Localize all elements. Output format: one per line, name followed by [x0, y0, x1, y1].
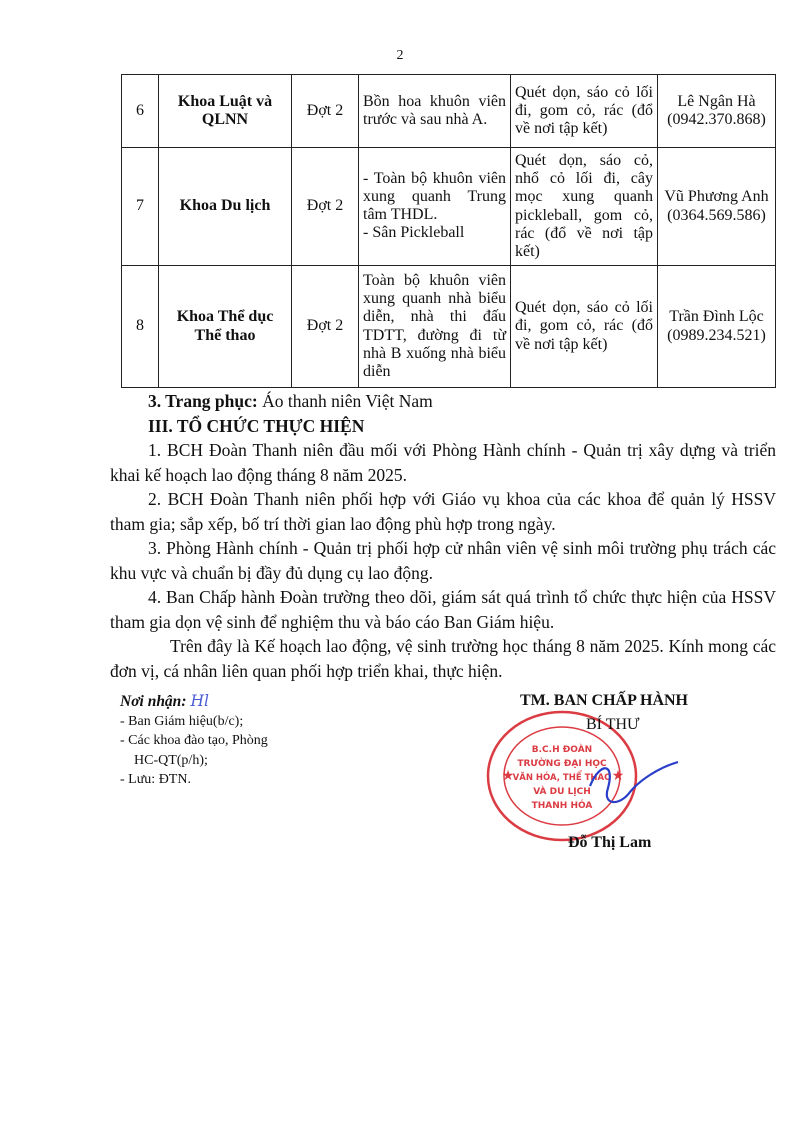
- row-unit: Khoa Thể dục Thể thao: [159, 266, 292, 388]
- official-stamp-icon: [480, 702, 680, 842]
- location-line: - Sân Pickleball: [363, 224, 465, 242]
- stamp-line: B.C.H ĐOÀN: [531, 745, 593, 755]
- signature-title: TM. BAN CHẤP HÀNH: [520, 692, 688, 709]
- row-phase: Đợt 2: [292, 75, 359, 148]
- stamp-line: THANH HÓA: [531, 801, 593, 811]
- section-heading: III. TỔ CHỨC THỰC HIỆN: [148, 415, 365, 436]
- recipient-item: - Các khoa đào tạo, Phòng: [120, 733, 268, 748]
- responsible-name: Lê Ngân Hà: [677, 92, 756, 110]
- attire-value: Áo thanh niên Việt Nam: [257, 391, 433, 411]
- responsible-phone: (0989.234.521): [667, 326, 766, 344]
- row-task: Quét dọn, sáo cỏ, nhổ cỏ lối đi, cây mọc xung quanh pickleball, gom cỏ, rác (đổ về nơi tập kết): [511, 148, 658, 266]
- signatory-name: Đỗ Thị Lam: [568, 834, 652, 851]
- recipients-heading: Nơi nhận: Hl: [120, 692, 209, 710]
- row-responsible: [658, 148, 776, 266]
- signature-role: BÍ THƯ: [586, 716, 640, 733]
- attire-line: [110, 389, 776, 414]
- recipient-item: - Ban Giám hiệu(b/c);: [120, 713, 244, 729]
- paragraph: 4. Ban Chấp hành Đoàn trường theo dõi, giám sát quá trình tổ chức thực hiện của HSSV tham gia dọn vệ sinh để nghiệm thu và báo cáo Ban Giám hiệu.: [110, 587, 776, 632]
- table-row: [122, 148, 776, 266]
- responsible-phone: (0942.370.868): [667, 111, 766, 128]
- row-index: 7: [122, 148, 159, 266]
- recipient-item: HC-QT(p/h);: [134, 752, 208, 768]
- assignment-table: [121, 74, 776, 388]
- stamp-line: VĂN HÓA, THỂ THAO: [512, 773, 612, 783]
- row-location: [359, 75, 511, 148]
- paragraph: 3. Phòng Hành chính - Quản trị phối hợp cử nhân viên vệ sinh môi trường phụ trách các khu vực và chuẩn bị đầy đủ dụng cụ lao động.: [110, 538, 776, 583]
- responsible-name: Vũ Phương Anh: [664, 188, 769, 206]
- row-task: Quét dọn, sáo cỏ lối đi, gom cỏ, rác (đổ về nơi tập kết): [511, 266, 658, 388]
- row-task: Quét dọn, sáo cỏ lối đi, gom cỏ, rác (đổ về nơi tập kết): [511, 75, 658, 148]
- handwritten-initials: Hl: [190, 692, 209, 710]
- stamp-line: VÀ DU LỊCH: [533, 787, 591, 797]
- location-line: Bồn hoa khuôn viên trước và sau nhà A.: [363, 92, 506, 128]
- row-index: 8: [122, 266, 159, 388]
- row-responsible: [658, 266, 776, 388]
- closing-paragraph: Trên đây là Kế hoạch lao động, vệ sinh trường học tháng 8 năm 2025. Kính mong các đơn vị, cá nhân liên quan phối hợp triển khai, thực hiện.: [110, 636, 776, 681]
- table-row: [122, 266, 776, 388]
- row-index: 6: [122, 75, 159, 148]
- page-number: 2: [396, 48, 404, 63]
- row-phase: Đợt 2: [292, 266, 359, 388]
- svg-text:★: ★: [611, 768, 625, 784]
- location-line: - Toàn bộ khuôn viên xung quanh Trung tâm THDL.: [363, 170, 506, 224]
- row-responsible: [658, 75, 776, 148]
- responsible-name: Trần Đình Lộc: [669, 308, 764, 326]
- recipient-item: - Lưu: ĐTN.: [120, 772, 191, 787]
- row-unit: Khoa Du lịch: [159, 148, 292, 266]
- responsible-phone: (0364.569.586): [667, 206, 766, 224]
- table-row: [122, 75, 776, 148]
- svg-text:★: ★: [501, 768, 515, 784]
- paragraph: 2. BCH Đoàn Thanh niên phối hợp với Giáo vụ khoa của các khoa để quản lý HSSV tham gia; sắp xếp, bố trí thời gian lao động phù hợp trong ngày.: [110, 489, 776, 534]
- row-phase: Đợt 2: [292, 148, 359, 266]
- row-unit: Khoa Luật và QLNN: [159, 75, 292, 148]
- stamp-line: TRƯỜNG ĐẠI HỌC: [517, 759, 607, 769]
- paragraph: 1. BCH Đoàn Thanh niên đầu mối với Phòng Hành chính - Quản trị xây dựng và triển khai kế hoạch lao động tháng 8 năm 2025.: [110, 440, 776, 485]
- row-location: [359, 148, 511, 266]
- attire-label: 3. Trang phục:: [148, 391, 258, 411]
- implementation-section: [110, 389, 776, 683]
- location-line: Toàn bộ khuôn viên xung quanh nhà biểu diễn, nhà thi đấu TDTT, đường đi từ nhà B xuống nhà biểu diễn: [363, 272, 506, 380]
- recipients-block: [120, 692, 340, 790]
- row-location: [359, 266, 511, 388]
